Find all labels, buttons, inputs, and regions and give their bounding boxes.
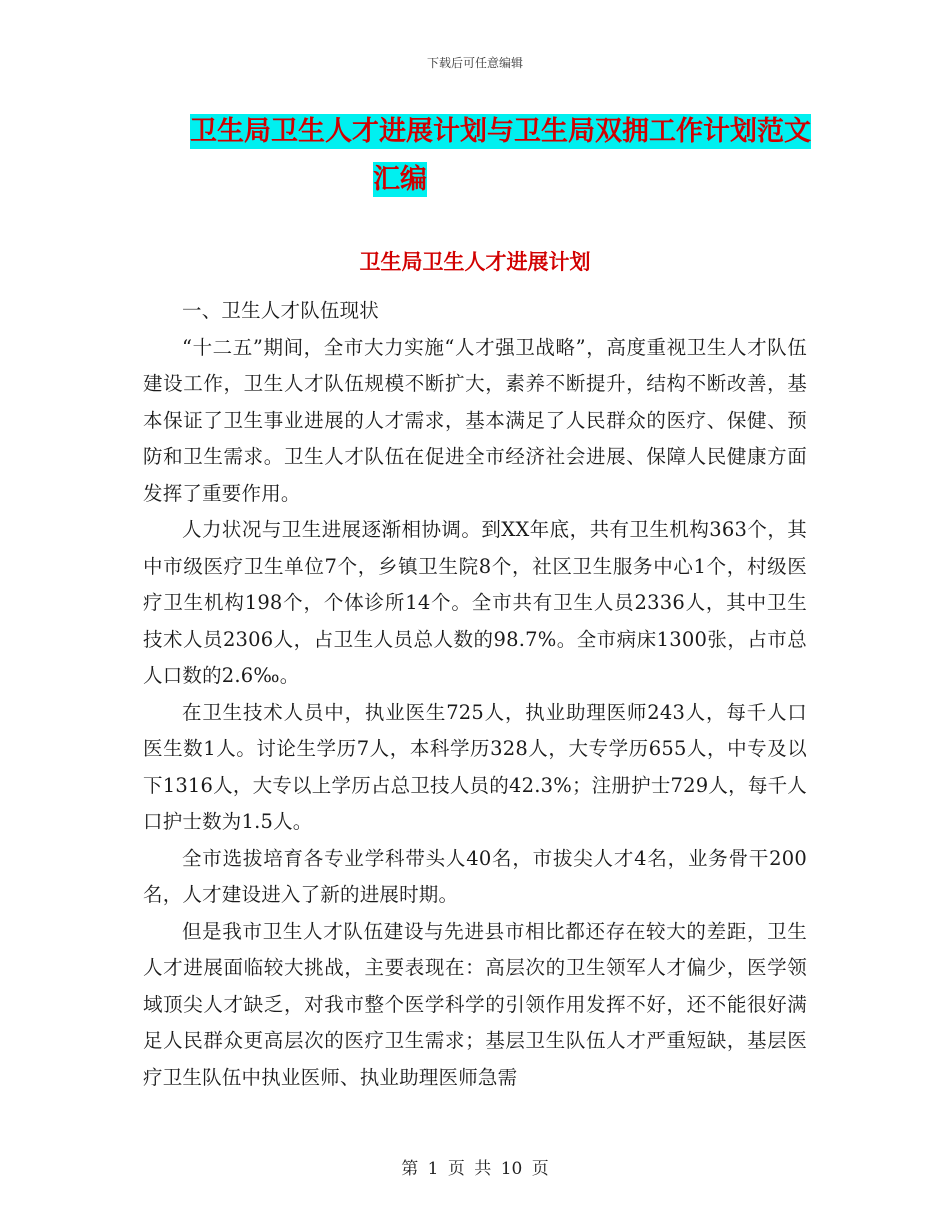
body-paragraph: 全市选拔培育各专业学科带头人40名，市拔尖人才4名，业务骨干200名，人才建设进入了新的进展时期。 bbox=[143, 846, 807, 906]
document-title bbox=[190, 110, 810, 202]
body-paragraph: 人力状况与卫生进展逐渐相协调。到XX年底，共有卫生机构363个，其中市级医疗卫生单位7个，乡镇卫生院8个，社区卫生服务中心1个，村级医疗卫生机构198个，个体诊所14个。全市共有卫生人员2336人，其中卫生技术人员2306人，占卫生人员总人数的98.7%。全市病床1300张，占市总人口数的2.6‰。 bbox=[143, 518, 807, 687]
body-paragraph: 在卫生技术人员中，执业医生725人，执业助理医师243人，每千人口医生数1人。讨论生学历7人，本科学历328人，大专学历655人，中专及以下1316人，大专以上学历占总卫技人员的42.3%；注册护士729人，每千人口护士数为1.5人。 bbox=[143, 700, 807, 833]
header-note: 下载后可任意编辑 bbox=[426, 56, 523, 70]
document-body bbox=[143, 293, 807, 1096]
document-title-line2: 汇编 bbox=[373, 164, 427, 195]
section-heading: 一、卫生人才队伍现状 bbox=[182, 299, 380, 322]
page-number-footer: 第 1 页 共 10 页 bbox=[401, 1159, 549, 1179]
body-paragraph: “十二五”期间，全市大力实施“人才强卫战略”，高度重视卫生人才队伍建设工作，卫生人才队伍规模不断扩大，素养不断提升，结构不断改善，基本保证了卫生事业进展的人才需求，基本满足了人民群众的医疗、保健、预防和卫生需求。卫生人才队伍在促进全市经济社会进展、保障人民健康方面发挥了重要作用。 bbox=[143, 335, 807, 505]
document-title-line1: 卫生局卫生人才进展计划与卫生局双拥工作计划范文 bbox=[190, 116, 811, 147]
body-paragraph: 但是我市卫生人才队伍建设与先进县市相比都还存在较大的差距，卫生人才进展面临较大挑战，主要表现在：高层次的卫生领军人才偏少，医学领域顶尖人才缺乏，对我市整个医学科学的引领作用发挥不好，还不能很好满足人民群众更高层次的医疗卫生需求；基层卫生队伍人才严重短缺，基层医疗卫生队伍中执业医师、执业助理医师急需 bbox=[143, 919, 807, 1089]
section-title: 卫生局卫生人才进展计划 bbox=[359, 250, 591, 274]
